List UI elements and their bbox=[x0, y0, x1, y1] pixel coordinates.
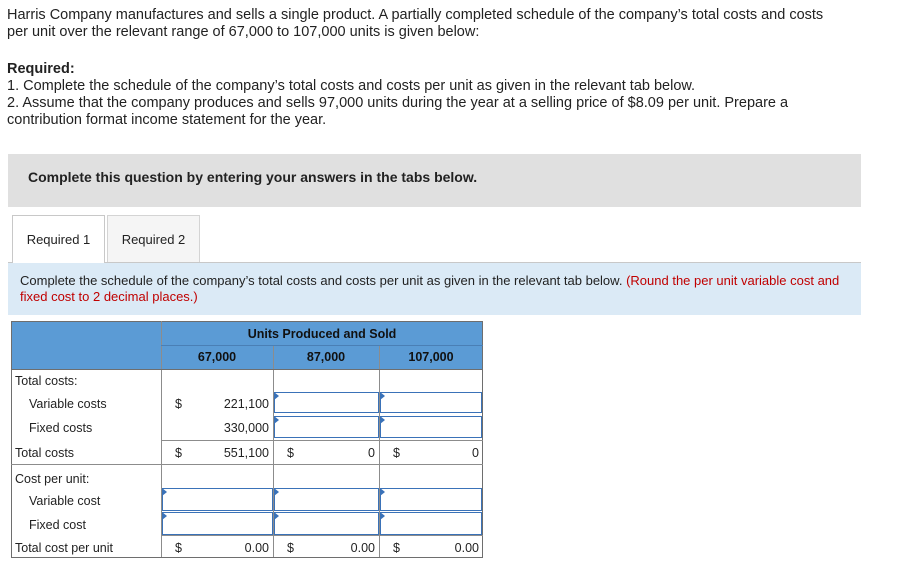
column-header-107000: 107,000 bbox=[408, 350, 454, 364]
currency-symbol: $ bbox=[393, 541, 400, 555]
total-cost-per-unit-67000: 0.00 bbox=[244, 541, 269, 555]
fixed-costs-67000: 330,000 bbox=[223, 421, 269, 435]
total-costs-87000: 0 bbox=[368, 446, 375, 460]
currency-symbol: $ bbox=[287, 541, 294, 555]
row-label-variable-cost: Variable cost bbox=[29, 494, 101, 508]
variable-cost-per-unit-67000-input[interactable] bbox=[162, 488, 273, 511]
column-header-87000: 87,000 bbox=[306, 350, 346, 364]
tab-instruction bbox=[8, 263, 861, 315]
input-marker-icon bbox=[380, 512, 385, 520]
row-label-fixed-costs: Fixed costs bbox=[29, 421, 93, 435]
currency-symbol: $ bbox=[175, 397, 182, 411]
rounding-note: (Round the per unit variable cost and fixed cost to 2 decimal places.) bbox=[20, 273, 840, 304]
total-cost-per-unit-107000: 0.00 bbox=[454, 541, 479, 555]
input-marker-icon bbox=[274, 392, 279, 400]
row-label-total-cost-per-unit: Total cost per unit bbox=[15, 541, 113, 555]
variable-cost-per-unit-107000-input[interactable] bbox=[380, 488, 482, 511]
fixed-cost-per-unit-67000-input[interactable] bbox=[162, 512, 273, 535]
instruction-text: Complete the schedule of the company’s total costs and costs per unit as given in the relevant tab below. bbox=[20, 273, 623, 288]
currency-symbol: $ bbox=[175, 446, 182, 460]
variable-cost-per-unit-87000-input[interactable] bbox=[274, 488, 379, 511]
currency-symbol: $ bbox=[175, 541, 182, 555]
intro-line-1: Harris Company manufactures and sells a single product. A partially completed schedule of the company’s total costs and costs bbox=[7, 7, 824, 23]
row-line-after-total bbox=[11, 464, 483, 465]
table-border-top bbox=[11, 321, 483, 322]
row-line-before-tcpu bbox=[161, 535, 483, 536]
tab-required-2[interactable]: Required 2 bbox=[107, 215, 200, 263]
fixed-cost-per-unit-107000-input[interactable] bbox=[380, 512, 482, 535]
input-marker-icon bbox=[380, 488, 385, 496]
table-border-left bbox=[11, 321, 12, 558]
input-marker-icon bbox=[162, 512, 167, 520]
fixed-costs-107000-input[interactable] bbox=[380, 416, 482, 438]
cost-schedule-table bbox=[11, 321, 483, 558]
instructions-banner bbox=[8, 154, 861, 207]
column-header-67000: 67,000 bbox=[197, 350, 237, 364]
problem-intro bbox=[7, 7, 897, 41]
intro-line-2: per unit over the relevant range of 67,000 to 107,000 units is given below: bbox=[7, 24, 480, 40]
row-label-total-costs: Total costs bbox=[15, 446, 75, 460]
row-label-cost-per-unit-heading: Cost per unit: bbox=[15, 472, 90, 486]
header-bottom-line bbox=[11, 369, 483, 370]
total-cost-per-unit-87000: 0.00 bbox=[350, 541, 375, 555]
fixed-cost-per-unit-87000-input[interactable] bbox=[274, 512, 379, 535]
variable-costs-107000-input[interactable] bbox=[380, 392, 482, 413]
banner-text: Complete this question by entering your answers in the tabs below. bbox=[28, 169, 478, 185]
table-border-bottom bbox=[11, 557, 483, 558]
variable-costs-67000: 221,100 bbox=[223, 397, 269, 411]
required-list bbox=[7, 78, 897, 129]
total-costs-67000: 551,100 bbox=[223, 446, 269, 460]
fixed-costs-87000-input[interactable] bbox=[274, 416, 379, 438]
input-marker-icon bbox=[380, 392, 385, 400]
input-marker-icon bbox=[274, 416, 279, 424]
required-heading: Required: bbox=[7, 61, 75, 77]
variable-costs-87000-input[interactable] bbox=[274, 392, 379, 413]
currency-symbol: $ bbox=[393, 446, 400, 460]
input-marker-icon bbox=[274, 512, 279, 520]
currency-symbol: $ bbox=[287, 446, 294, 460]
required-item-1: 1. Complete the schedule of the company’s total costs and costs per unit as given in the relevant tab below. bbox=[7, 78, 696, 94]
input-marker-icon bbox=[380, 416, 385, 424]
row-label-total-costs-heading: Total costs: bbox=[15, 374, 78, 388]
input-marker-icon bbox=[162, 488, 167, 496]
row-label-fixed-cost: Fixed cost bbox=[29, 518, 86, 532]
tab-required-1[interactable]: Required 1 bbox=[12, 215, 105, 263]
header-subdivider bbox=[161, 345, 483, 346]
row-label-variable-costs: Variable costs bbox=[29, 397, 107, 411]
required-item-2-line-1: 2. Assume that the company produces and sells 97,000 units during the year at a selling price of $8.09 per unit. Prepare a bbox=[7, 95, 789, 111]
units-group-header: Units Produced and Sold bbox=[247, 327, 397, 341]
row-line-before-total bbox=[161, 440, 483, 441]
required-item-2-line-2: contribution format income statement for the year. bbox=[7, 112, 327, 128]
input-marker-icon bbox=[274, 488, 279, 496]
total-costs-107000: 0 bbox=[472, 446, 479, 460]
